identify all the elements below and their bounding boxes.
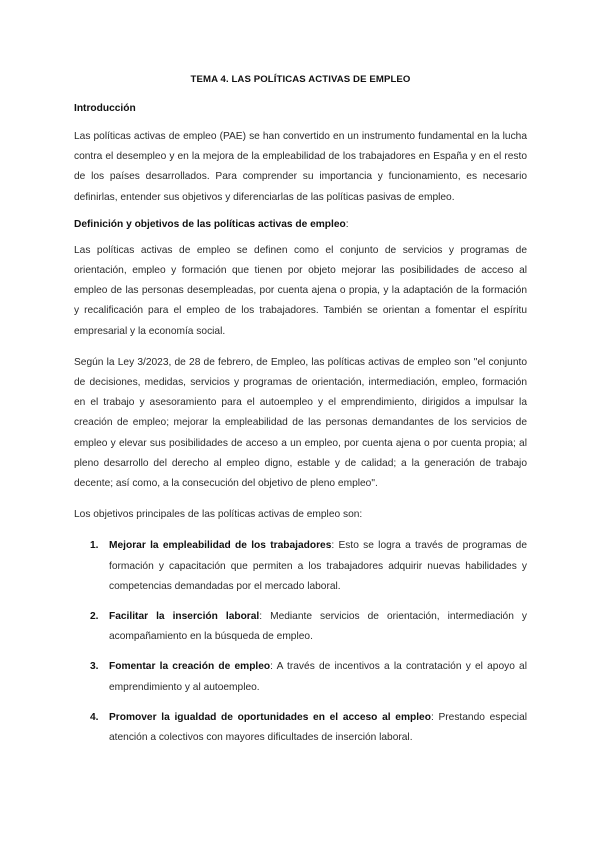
list-item-text: : Mediante servicios de orientación, intermediación y acompañamiento en la búsqueda de empleo. — [109, 611, 527, 643]
law-paragraph: Según la Ley 3/2023, de 28 de febrero, de Empleo, las políticas activas de empleo son "el conjunto de decisiones, medidas, servicios y programas de orientación, intermediación, empleo, formación en el trabajo y asesoramiento para el autoempleo y el emprendimiento, dirigidos a impulsar la creación de empleo; mejorar la empleabilidad de las personas demandantes de los servicios de empleo y elevar sus posibilidades de acceso a un empleo, por cuenta ajena o por cuenta propia; al pleno desarrollo del derecho al empleo digno, estable y de calidad; a la generación de trabajo decente; así como, a la consecución del objetivo de pleno empleo". — [74, 356, 527, 490]
list-item-title: Fomentar la creación de empleo — [109, 661, 271, 673]
intro-heading: Introducción — [74, 103, 136, 114]
list-item-text: : Esto se logra a través de programas de formación y capacitación que permiten a los trabajadores adquirir nuevas habilidades y competencias demandadas por el mercado laboral. — [109, 540, 527, 592]
definition-heading — [74, 219, 527, 230]
intro-paragraph: Las políticas activas de empleo (PAE) se han convertido en un instrumento fundamental en la lucha contra el desempleo y en la mejora de la empleabilidad de los trabajadores en España y en el resto de los países desarrollados. Para comprender su importancia y funcionamiento, es necesario definirlas, entender sus objetivos y diferenciarlas de las políticas pasivas de empleo. — [74, 131, 527, 203]
list-item-number: 1. — [90, 540, 99, 552]
definition-heading-suffix: : — [345, 218, 349, 230]
list-item — [74, 657, 527, 697]
document-title: TEMA 4. LAS POLÍTICAS ACTIVAS DE EMPLEO — [190, 74, 411, 85]
list-item-title: Promover la igualdad de oportunidades en el acceso al empleo — [109, 711, 431, 723]
list-item — [74, 607, 527, 647]
list-item — [74, 536, 527, 597]
definition-heading-text: Definición y objetivos de las políticas activas de empleo — [74, 218, 346, 230]
objectives-list — [74, 536, 527, 748]
objectives-intro: Los objetivos principales de las políticas activas de empleo son: — [74, 509, 363, 521]
list-item-text: : Prestando especial atención a colectivos con mayores dificultades de inserción laboral. — [109, 711, 527, 744]
list-item-title: Mejorar la empleabilidad de los trabajadores — [109, 540, 332, 552]
document-content — [74, 74, 527, 758]
list-item-title: Facilitar la inserción laboral — [109, 611, 260, 623]
list-item-number: 2. — [90, 611, 99, 623]
definition-paragraph: Las políticas activas de empleo se definen como el conjunto de servicios y programas de orientación, empleo y formación que tienen por objeto mejorar las posibilidades de acceso al empleo de las personas desempleadas, por cuenta ajena o propia, y la adaptación de la formación y recalificación para el empleo de los trabajadores. También se orientan a fomentar el espíritu empresarial y la economía social. — [74, 244, 527, 337]
list-item-number: 4. — [90, 711, 99, 723]
list-item-text: : A través de incentivos a la contratación y el apoyo al emprendimiento y al autoempleo. — [109, 661, 527, 693]
list-item-number: 3. — [90, 661, 99, 673]
list-item — [74, 708, 527, 748]
